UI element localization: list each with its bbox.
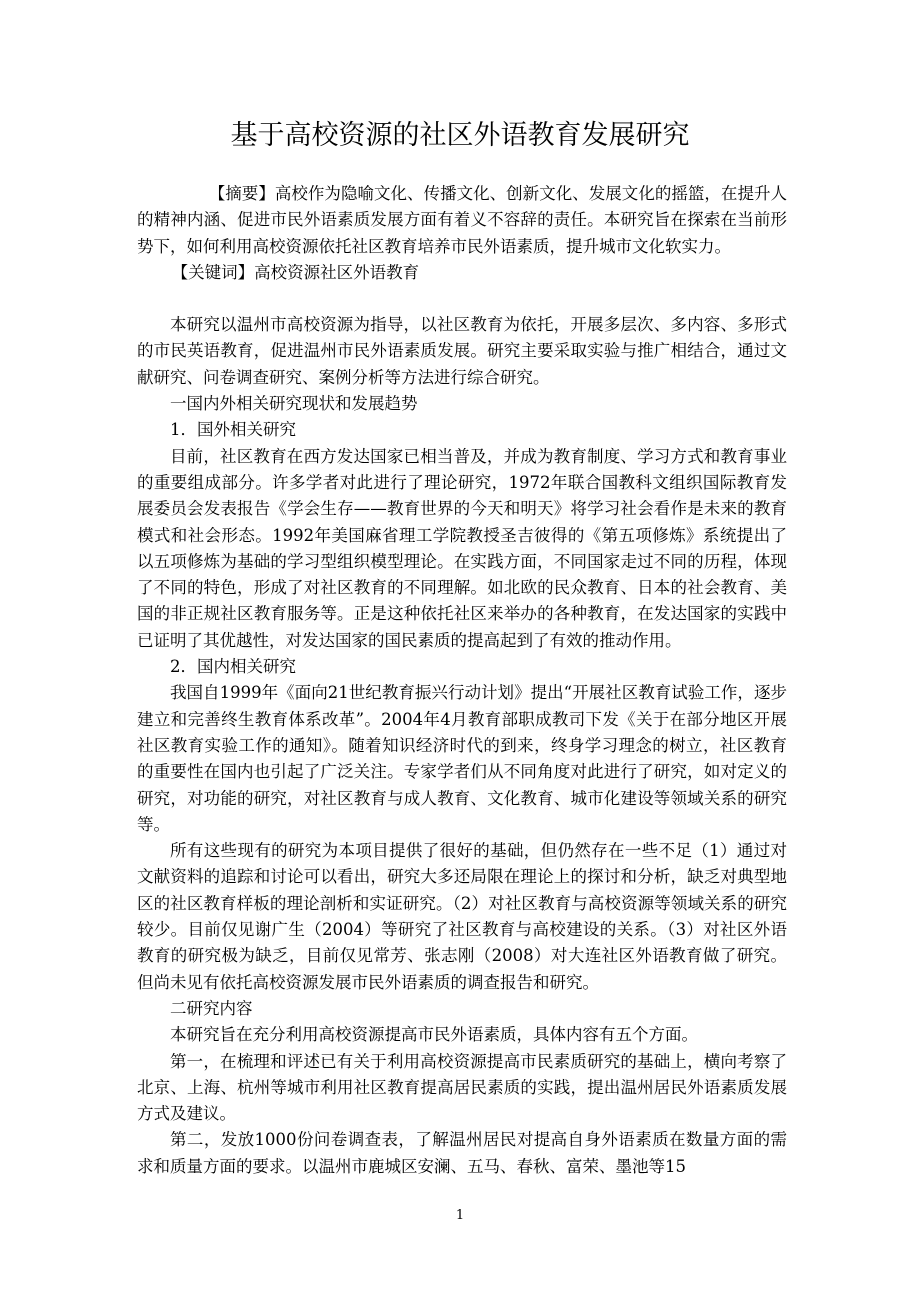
section-heading: 二研究内容 bbox=[170, 998, 253, 1018]
body-paragraph: 目前，社区教育在西方发达国家已相当普及，并成为教育制度、学习方式和教育事业的重要组成部分。许多学者对此进行了理论研究，1972年联合国教科文组织国际教育发展委员会发表报告《学会生存——教育世界的今天和明天》将学习社会看作是未来的教育模式和社会形态。1992年美国麻省理工学院教授圣吉彼得的《第五项修炼》系统提出了以五项修炼为基础的学习型组织模型理论。在实践方面，不同国家走过不同的历程，体现了不同的特色，形成了对社区教育的不同理解。如北欧的民众教育、日本的社会教育、美国的非正规社区教育服务等。正是这种依托社区来举办的各种教育，在发达国家的实践中已证明了其优越性，对发达国家的国民素质的提高起到了有效的推动作用。 bbox=[137, 446, 787, 650]
body-paragraph: 本研究旨在充分利用高校资源提高市民外语素质，具体内容有五个方面。 bbox=[170, 1025, 698, 1045]
intro-paragraph: 本研究以温州市高校资源为指导，以社区教育为依托，开展多层次、多内容、多形式的市民英语教育，促进温州市民外语素质发展。研究主要采取实验与推广相结合，通过文献研究、问卷调查研究、案例分析等方法进行综合研究。 bbox=[137, 315, 787, 387]
keywords: 【关键词】高校资源社区外语教育 bbox=[171, 262, 420, 282]
body-paragraph: 第一，在梳理和评述已有关于利用高校资源提高市民素质研究的基础上，横向考察了北京、上海、杭州等城市利用社区教育提高居民素质的实践，提出温州居民外语素质发展方式及建议。 bbox=[137, 1051, 787, 1124]
section-heading: 一国内外相关研究现状和发展趋势 bbox=[170, 394, 418, 414]
document-body bbox=[137, 181, 787, 1180]
document-title: 基于高校资源的社区外语教育发展研究 bbox=[230, 120, 690, 151]
abstract: 【摘要】高校作为隐喻文化、传播文化、创新文化、发展文化的摇篮，在提升人的精神内涵、促进市民外语素质发展方面有着义不容辞的责任。本研究旨在探索在当前形势下，如何利用高校资源依托社区教育培养市民外语素质，提升城市文化软实力。 bbox=[137, 184, 787, 256]
body-paragraph: 所有这些现有的研究为本项目提供了很好的基础，但仍然存在一些不足（1）通过对文献资料的追踪和讨论可以看出，研究大多还局限在理论上的探讨和分析，缺乏对典型地区的社区教育样板的理论剖析和实证研究。（2）对社区教育与高校资源等领域关系的研究较少。目前仅见谢广生（2004）等研究了社区教育与高校建设的关系。（3）对社区外语教育的研究极为缺乏，目前仅见常芳、张志刚（2008）对大连社区外语教育做了研究。但尚未见有依托高校资源发展市民外语素质的调查报告和研究。 bbox=[137, 841, 787, 992]
page-number: 1 bbox=[455, 1208, 465, 1223]
subsection-heading: 2．国内相关研究 bbox=[170, 657, 296, 677]
blank-line bbox=[137, 286, 787, 312]
body-paragraph: 第二，发放1000份问卷调查表，了解温州居民对提高自身外语素质在数量方面的需求和质量方面的要求。以温州市鹿城区安澜、五马、春秋、富荣、墨池等15 bbox=[137, 1130, 787, 1176]
body-paragraph: 我国自1999年《面向21世纪教育振兴行动计划》提出“开展社区教育试验工作，逐步建立和完善终生教育体系改革”。2004年4月教育部职成教司下发《关于在部分地区开展社区教育实验工作的通知》。随着知识经济时代的到来，终身学习理念的树立，社区教育的重要性在国内也引起了广泛关注。专家学者们从不同角度对此进行了研究，如对定义的研究，对功能的研究，对社区教育与成人教育、文化教育、城市化建设等领域关系的研究等。 bbox=[137, 683, 787, 834]
subsection-heading: 1．国外相关研究 bbox=[170, 420, 296, 440]
